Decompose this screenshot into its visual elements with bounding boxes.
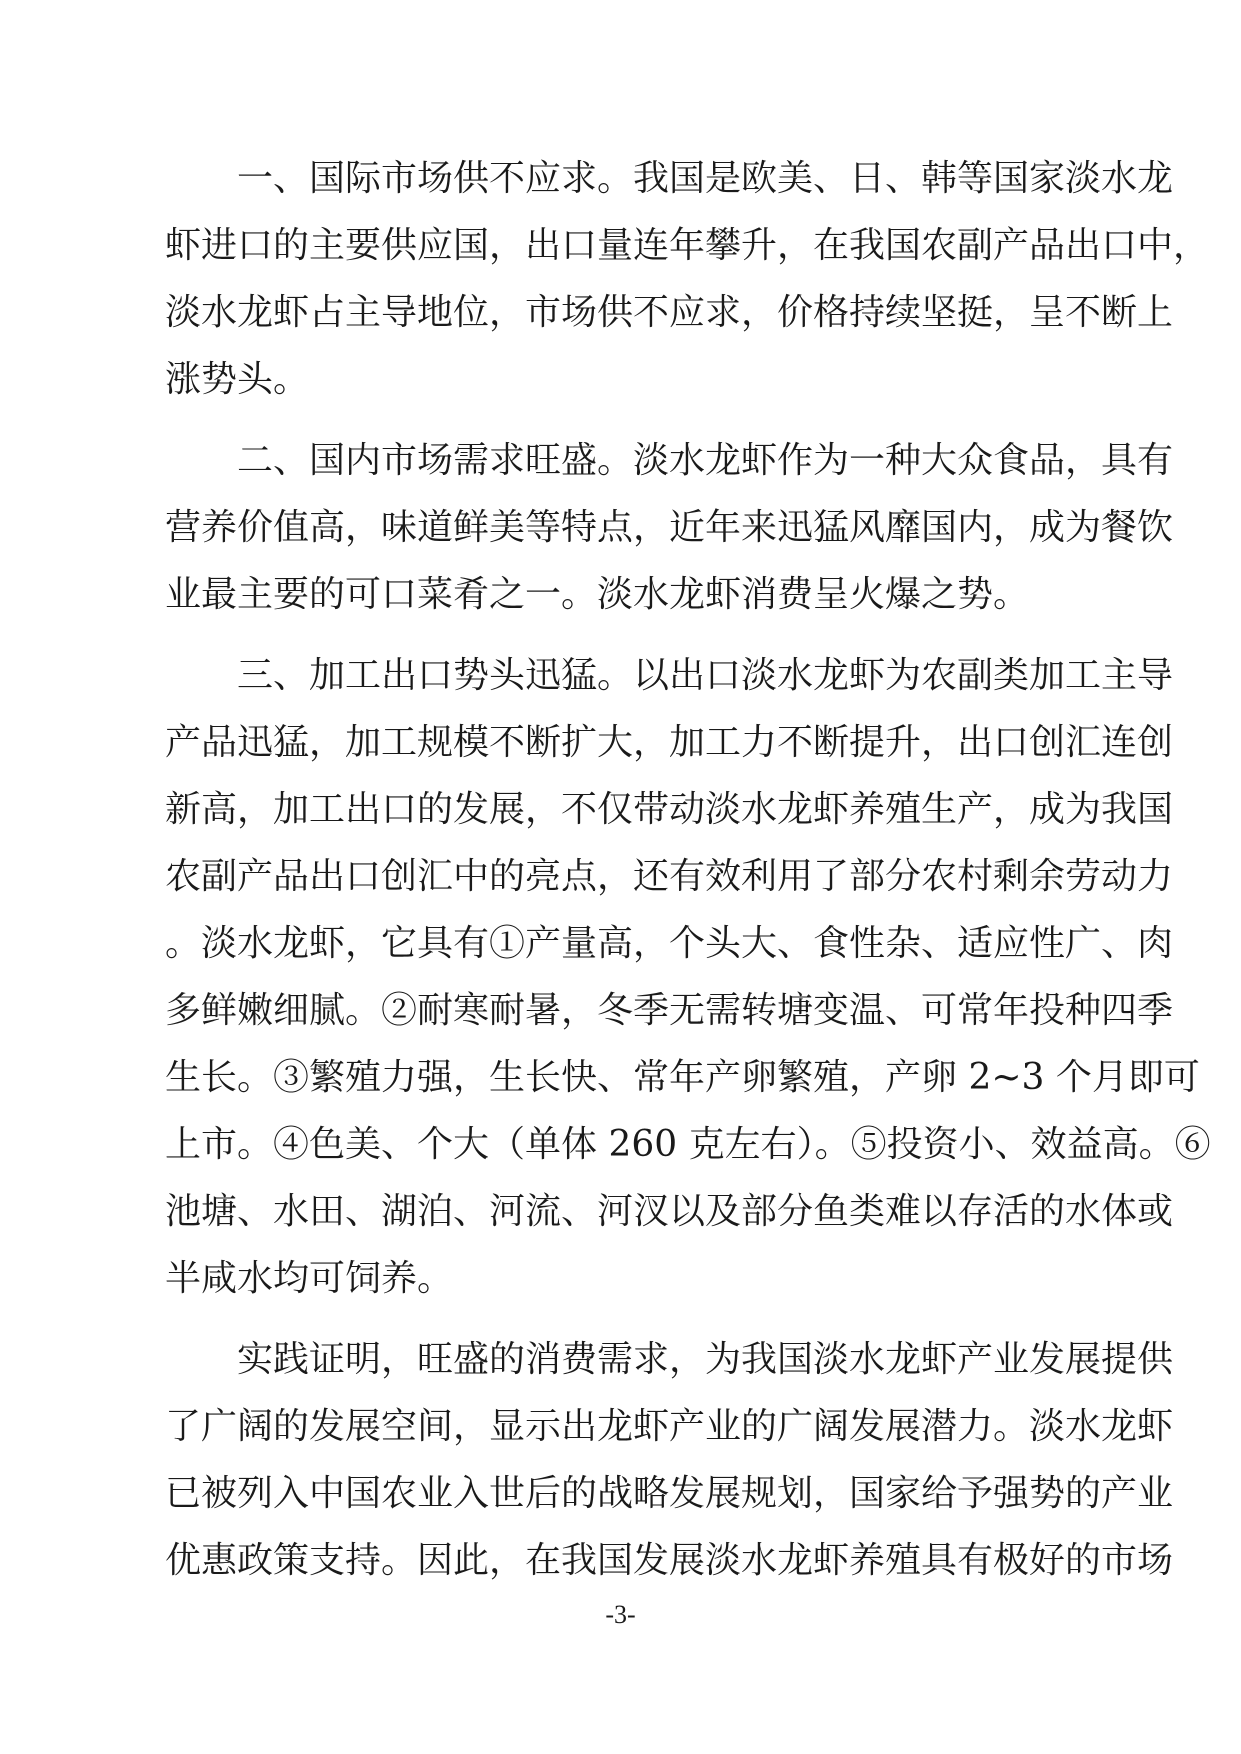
text-line: 二、国内市场需求旺盛。淡水龙虾作为一种大众食品，具有 <box>237 440 1174 481</box>
text-line: 池塘、水田、湖泊、河流、河汊以及部分鱼类难以存活的水体或 <box>165 1191 1174 1232</box>
text-line: 生长。③繁殖力强，生长快、常年产卵繁殖，产卵 2~3 个月即可 <box>165 1057 1200 1098</box>
text-line: 淡水龙虾占主导地位，市场供不应求，价格持续坚挺，呈不断上 <box>165 292 1174 333</box>
text-line: 优惠政策支持。因此，在我国发展淡水龙虾养殖具有极好的市场 <box>165 1540 1174 1581</box>
text-line: 一、国际市场供不应求。我国是欧美、日、韩等国家淡水龙 <box>237 158 1174 199</box>
text-line: 实践证明，旺盛的消费需求，为我国淡水龙虾产业发展提供 <box>237 1339 1174 1380</box>
text-line: 新高，加工出口的发展，不仅带动淡水龙虾养殖生产，成为我国 <box>165 789 1174 830</box>
text-line: 营养价值高，味道鲜美等特点，近年来迅猛风靡国内，成为餐饮 <box>165 507 1174 548</box>
paragraph-international-market <box>165 145 1210 413</box>
text-line: 已被列入中国农业入世后的战略发展规划，国家给予强势的产业 <box>165 1473 1174 1514</box>
text-line: 半咸水均可饲养。 <box>165 1258 454 1299</box>
text-line: 。淡水龙虾，它具有①产量高，个头大、食性杂、适应性广、肉 <box>165 923 1174 964</box>
paragraph-conclusion <box>165 1326 1174 1594</box>
text-line: 了广阔的发展空间，显示出龙虾产业的广阔发展潜力。淡水龙虾 <box>165 1406 1174 1447</box>
page-number: -3- <box>605 1600 636 1629</box>
paragraph-domestic-market <box>165 427 1174 628</box>
text-line: 农副产品出口创汇中的亮点，还有效利用了部分农村剩余劳动力 <box>165 856 1174 897</box>
text-line: 涨势头。 <box>165 359 310 400</box>
text-line: 上市。④色美、个大（单体 260 克左右）。⑤投资小、效益高。⑥ <box>165 1124 1211 1165</box>
paragraph-processing-export <box>165 642 1211 1312</box>
text-line: 三、加工出口势头迅猛。以出口淡水龙虾为农副类加工主导 <box>237 655 1174 696</box>
text-line: 业最主要的可口菜肴之一。淡水龙虾消费呈火爆之势。 <box>165 574 1030 615</box>
text-line: 虾进口的主要供应国，出口量连年攀升，在我国农副产品出口中， <box>165 225 1210 266</box>
text-line: 产品迅猛，加工规模不断扩大，加工力不断提升，出口创汇连创 <box>165 722 1174 763</box>
text-line: 多鲜嫩细腻。②耐寒耐暑，冬季无需转塘变温、可常年投种四季 <box>165 990 1174 1031</box>
document-body <box>165 145 1211 1594</box>
